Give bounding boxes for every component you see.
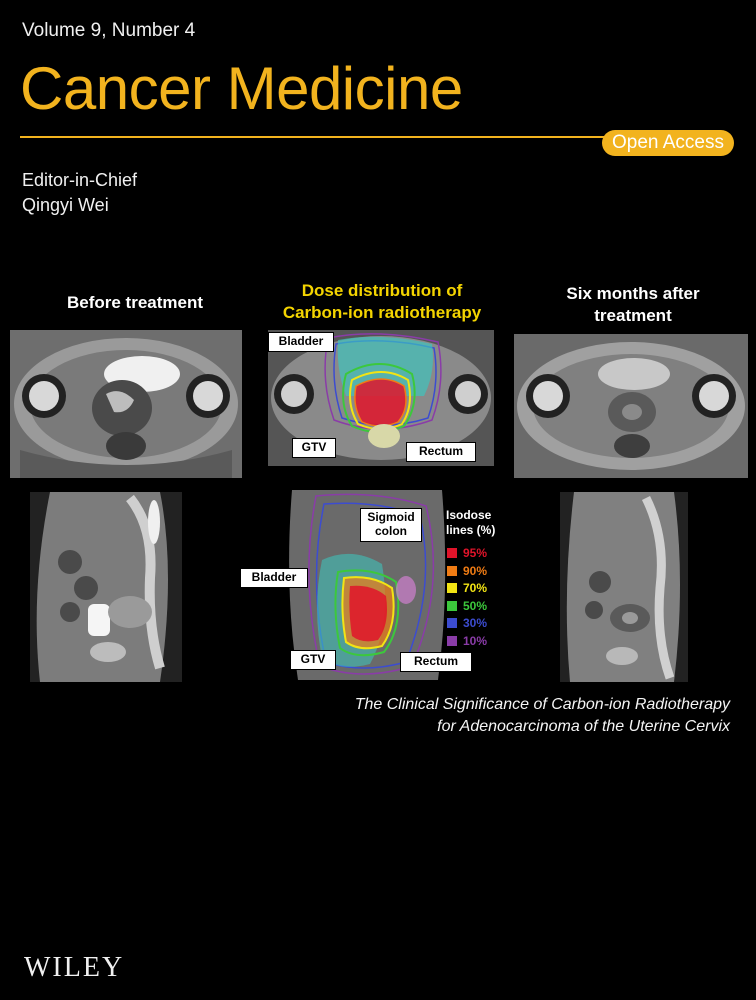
legend-item-90 — [447, 564, 487, 579]
article-title-line2: for Adenocarcinoma of the Uterine Cervix — [437, 718, 730, 735]
legend-label: 70% — [463, 581, 488, 595]
editor-name: Qingyi Wei — [22, 195, 109, 215]
dose-axial-scan — [268, 330, 494, 466]
legend-label: 95% — [463, 546, 488, 560]
legend-item-50 — [447, 599, 487, 614]
mri-sagittal-before — [30, 492, 182, 682]
legend-label: 50% — [463, 598, 488, 613]
legend-swatch — [447, 566, 457, 576]
legend-label: 90% — [463, 563, 488, 578]
open-access-badge: Open Access — [602, 130, 734, 156]
heading-six-months-after — [514, 283, 752, 327]
legend-title-line2: lines (%) — [446, 523, 496, 537]
editor-label: Editor-in-Chief — [22, 170, 138, 190]
mri-sagittal-after — [560, 492, 688, 682]
legend-label: 30% — [463, 616, 488, 630]
heading-dose-line2: Carbon-ion radiotherapy — [282, 303, 482, 322]
legend-swatch — [447, 548, 457, 558]
heading-after-line2: treatment — [594, 306, 672, 325]
label-gtv-sagittal: GTV — [290, 650, 336, 670]
label-bladder-axial: Bladder — [268, 332, 334, 352]
legend-label: 10% — [463, 633, 488, 648]
label-rectum-axial: Rectum — [406, 442, 476, 462]
legend-swatch — [447, 618, 457, 628]
article-caption — [240, 694, 730, 738]
heading-dose-line1: Dose distribution of — [301, 281, 463, 300]
label-sigmoid-line1: Sigmoid — [367, 510, 415, 524]
legend-swatch — [447, 636, 457, 646]
mri-axial-after — [514, 334, 748, 478]
heading-dose-distribution — [266, 280, 498, 324]
article-title-line1: The Clinical Significance of Carbon-ion Radiotherapy — [354, 696, 730, 713]
heading-after-line1: Six months after — [566, 284, 700, 303]
issue-volume: Volume 9, Number 4 — [22, 20, 196, 41]
label-sigmoid-colon — [360, 508, 422, 542]
isodose-legend-title — [446, 508, 495, 538]
label-gtv-axial: GTV — [292, 438, 336, 458]
legend-swatch — [447, 583, 457, 593]
heading-before-treatment: Before treatment — [66, 293, 204, 312]
mri-axial-before — [10, 330, 242, 478]
legend-item-10 — [447, 634, 487, 649]
label-sigmoid-line2: colon — [375, 523, 407, 538]
journal-title: Cancer Medicine — [20, 55, 463, 122]
label-bladder-sagittal: Bladder — [240, 568, 308, 588]
legend-item-70 — [447, 581, 487, 596]
legend-item-30 — [447, 616, 487, 631]
legend-title-line1: Isodose — [446, 508, 492, 522]
title-rule — [20, 136, 620, 138]
label-rectum-sagittal: Rectum — [400, 652, 472, 672]
publisher-logo: WILEY — [24, 952, 125, 983]
legend-item-95 — [447, 546, 487, 561]
legend-swatch — [447, 601, 457, 611]
